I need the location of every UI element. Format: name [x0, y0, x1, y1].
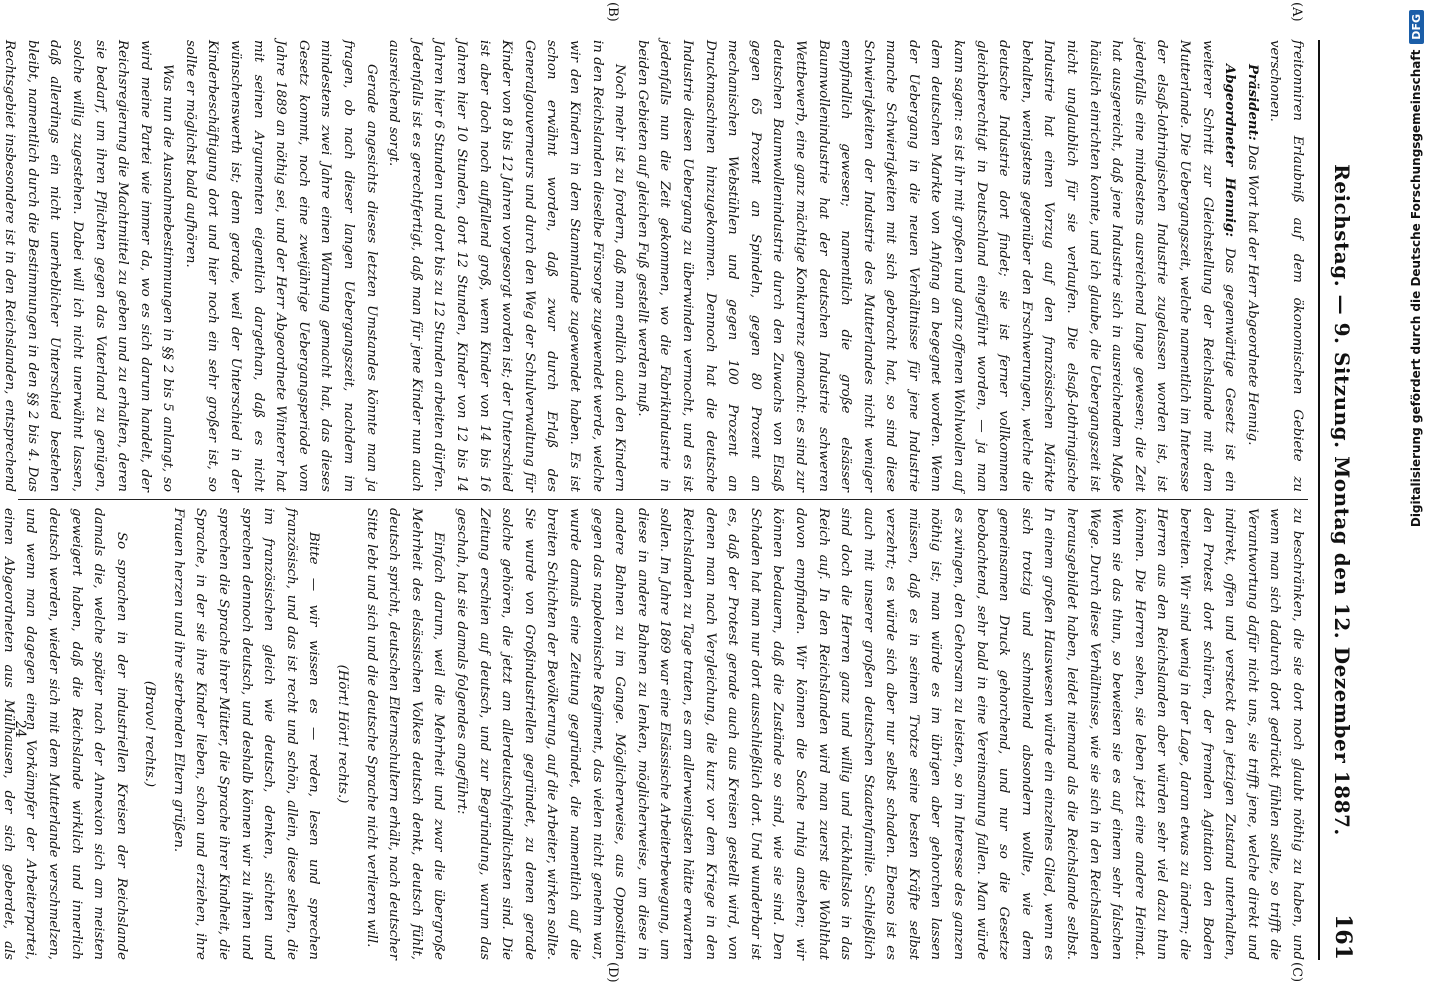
column-divider	[18, 499, 1308, 500]
marker-b: (B)	[605, 2, 620, 22]
page-number: 161	[1330, 914, 1356, 960]
page-title: Reichstag. — 9. Sitzung. Montag den 12. Dezember 1887.	[1330, 164, 1354, 836]
digitization-credit	[1404, 10, 1428, 990]
paragraph: freitonniren Erlaubniß auf dem ökonomischen Gebiete zu verschonen.	[1267, 40, 1305, 492]
left-column	[2, 40, 1308, 492]
paragraph: Was nun die Ausnahmebestimmungen in §§ 2 bis 5 anlangt, so wird meine Partei wie immer da, wo es sich darum handelt, der Reichsregierung die Machtmittel zu geben und zu erhalten, deren sie bedarf, um ihren Pflichten gegen das Vaterland zu genügen, solche willig zugestehen. Dabei will ich nicht unerwähnt lassen, daß allerdings ein nicht unerheblicher Unterschied bestehen bleibt, namentlich durch die Bestimmungen in den §§ 2 bis 4. Das Rechtsgebiet insbesondere ist in den Reichslanden, entsprechend	[2, 40, 176, 492]
marker-c: (C)	[1289, 962, 1304, 983]
marker-a: (A)	[1289, 2, 1304, 22]
right-column	[0, 508, 1308, 960]
paragraph-text: Das Wort hat der Herr Abgeordnete Hennig.	[1244, 144, 1260, 446]
paragraph: Noch mehr ist zu fordern, daß man endlich auch den Kindern in den Reichslanden dieselbe Fürsorge zugewendet werde, welche wir den Kindern in dem Stammlande zugewendet haben. Es ist schon erwähnt worden, daß zwar durch Erlaß des Generalgouverneurs und durch den Weg der Schulverwaltung für Kinder von 8 bis 12 Jahren vorgesorgt worden ist; der Unterschied ist aber doch noch auffallend groß, wenn Kinder von 14 bis 16 Jahren hier 10 Stunden, dort 12 Stunden, Kinder von 12 bis 14 Jahren hier 6 Stunden und dort bis zu 12 Stunden arbeiten dürfen. Jedenfalls ist es gerechtfertigt, daß man für jene Kinder nun auch ausreichend sorgt.	[386, 40, 628, 492]
marker-d: (D)	[605, 962, 620, 983]
dfg-logo: DFG	[1409, 10, 1424, 44]
credit-text: Digitalisierung gefördert durch die Deutsche Forschungsgemeinschaft	[1409, 49, 1423, 528]
page-header	[1318, 40, 1360, 960]
paragraph: Gerade angesichts dieses letzten Umstandes könnte man ja fragen, ob nach dieser langen Uebergangszeit, nachdem im mindestens zwei Jahre einen Warnung gemacht hat, das dieses Gesetz kommt, noch eine zweijährige Uebergangsperiode vom Jahre 1889 an nöthig sei, und der Herr Abgeordnete Winterer hat mit seinen Argumenten eigentlich dargethan, daß es nicht wünschenswerth ist; denn gerade, weil der Unterschied in der Kinderbeschäftigung dort und hier noch ein sehr großer ist, so sollte er möglichst bald aufhören.	[182, 40, 379, 492]
paragraph-text: Das gegenwärtige Gesetz ist ein weiterer Schritt zur Gleichstellung der Reichslande mit dem Mutterlande. Die Uebergangszeit, welche namentlich im Interesse der elsaß-lothringischen Industrie zugelassen worden ist, ist jedenfalls eine mindestens ausreichend lange gewesen; die Zeit hat ausgereicht, daß jene Industrie sich in ausreichendem Maße häuslich einrichten konnte, und ich glaube, die Uebergangszeit ist nicht unglaublich für sie verlaufen. Die elsaß-lothringische Industrie hat einen Vorzug auf den französischen Märkte behalten, wenigstens gegenüber den Erschwerungen, welche die deutsche Industrie dort findet; sie ist ferner vollkommen gleichberechtigt in Deutschland eingeführt worden, — ja man kann sagen: es ist ihr mit großen und ganz offenen Wohlwollen auf dem deutschen Markte von Anfang an begegnet worden. Wenn der Uebergang in die neuen Verhältnisse für jene Industrie manche Schwierigkeiten mit sich gebracht hat, so sind diese Schwierigkeiten der Industrie des Mutterlandes nicht weniger empfindlich gewesen; namentlich die große elsässer Baumwollenindustrie hat der deutschen Industrie schweren Wettbewerb, eine ganz mächtige Konkurrenz gemacht: es sind zur deutschen Baumwollenindustrie durch den Zuwachs von Elsaß gegen 65 Prozent an Spindeln, gegen 80 Prozent an mechanischen Webstühlen und gegen 100 Prozent an Druckmaschinen hinzugekommen. Dennoch hat die deutsche Industrie diesen Uebergang zu überwinden vermocht, und es ist jedenfalls nun die Zeit gekommen, wo die Fabrikindustrie in beiden Gebieten auf gleichen Fuß gestellt werden muß.	[634, 40, 1238, 492]
quote-paragraph: Einfach darum, weil die Mehrheit und zwar die übergroße Mehrheit des elsässischen Volkes deutsch denkt, deutsch fühlt, deutsch spricht, deutschen Elternschultern erhält, nach deutscher Sitte lebt und sich und die deutsche Sprache nicht verlieren will.	[363, 508, 447, 960]
speaker-label: Abgeordneter Hennig:	[1222, 64, 1238, 238]
interjection: (Hört! Hört! rechts.)	[335, 664, 351, 804]
signature-mark: 24	[12, 720, 28, 738]
paragraph: zu beschränken, die sie dort noch glaubt nöthig zu haben, und wenn man sich dadurch dort gedrückt fühlen sollte, so trifft die Verantwortung dafür nicht uns, sie trifft jene, welche direkt und indirekt, offen und versteckt den jetzigen Zustand unterhalten, den Protest dort schüren, der fremden Agitation den Boden bereiten. Wir sind wenig in der Lage, daran etwas zu ändern; die Herren aus den Reichslanden aber würden sehr viel dazu thun können. Die Herren sehen, sie leben jetzt eine andere Heimat. Wenn sie das thun, so beweisen sie es auf einem sehr falschen Wege. Durch diese Verhältnisse, wie sie sich in den Reichslanden herausgebildet haben, leidet niemand als die Reichslande selbst. In einem großen Hauswesen würde ein einzelnes Glied, wenn es sich trotzig und schmollend absondern wollte, wie dem gemeinsamen Druck gehorchend, und nur so die Gesetze beobachtend, sehr bald in eine Vereinsamung fallen. Man würde es zwingen, den Gehorsam zu leisten, so im Interesse des ganzen nöthig ist; man würde es im übrigen aber gehorchen lassen müssen, daß es in seinem Trotze seine besten Kräfte selbst verzehrt; es würde sich aber nur selbst schaden. Ebenso ist es auch mit unserer großen deutschen Staatenfamilie. Schließlich sind doch die Herren ganz und willig und rückhaltslos in das Reich auf. In den Reichslanden wird man zuerst die Wohlthat davon empfinden. Wir können die Sache ruhig ansehen; wir können bedauern, daß die Zustände so sind, wie sie sind. Den Schaden hat man nur dort ausschließlich dort. Und wunderbar ist es, daß der Protest gerade auch aus Kreisen gestellt wird, von denen man nach Vergleichung, die kurz vor dem Kriege in den Reichslanden zu Tage traten, es am allerwenigsten hätte erwarten sollen. Im Jahre 1869 war eine Elsässische Arbeiterbewegung, um diese in andere Bahnen zu lenken, möglicherweise, um diese in andere Bahnen zu im Gange. Möglicherweise, aus Opposition gegen das napoleonische Regiment, das vielen nicht genehm war, wurde damals eine Zeitung gegründet, die namentlich auf die breiten Schichten der Bevölkerung, auf die Arbeiter, wirken sollte. Sie wurde von Großindustriellen gegründet, zu denen gerade solche gehören, die jetzt am allerdeutschfeindlichsten sind. Die Zeitung erschien auf deutsch, und zur Begründung, warum das geschah, hat sie damals folgendes angeführt:	[454, 508, 1305, 960]
quote-paragraph: Bitte — wir wissen es — reden, lesen und sprechen französisch, und das ist recht und schön, allein, diese selten, die im französischen gleich wie deutsch, denken, sichten und sprechen dennoch deutsch, und deshalb können wir zu ihnen und sprechen die Sprache ihrer Mütter, die Sprache ihrer Kindheit, die Sprache, in der sie ihre Kinder lieben, schon und erziehen, ihre Frauen herzen und ihre sterbenden Eltern grüßen.	[170, 508, 322, 960]
interjection: (Bravo! rechts.)	[142, 680, 158, 788]
speaker-label: Präsident:	[1244, 64, 1260, 141]
paragraph: So sprachen in der industriellen Kreisen der Reichslande damals die, welche später nach der Annexion sich am meisten geweigert haben, daß die Reichslande wirklich und innerlich deutsch werden, wieder sich mit dem Mutterlande verschmelzen, und wenn man dagegen einen Vorkämpfer der Arbeiterpartei, einen Abgeordneten aus Mülhausen, der sich geberdet, als	[0, 508, 129, 960]
